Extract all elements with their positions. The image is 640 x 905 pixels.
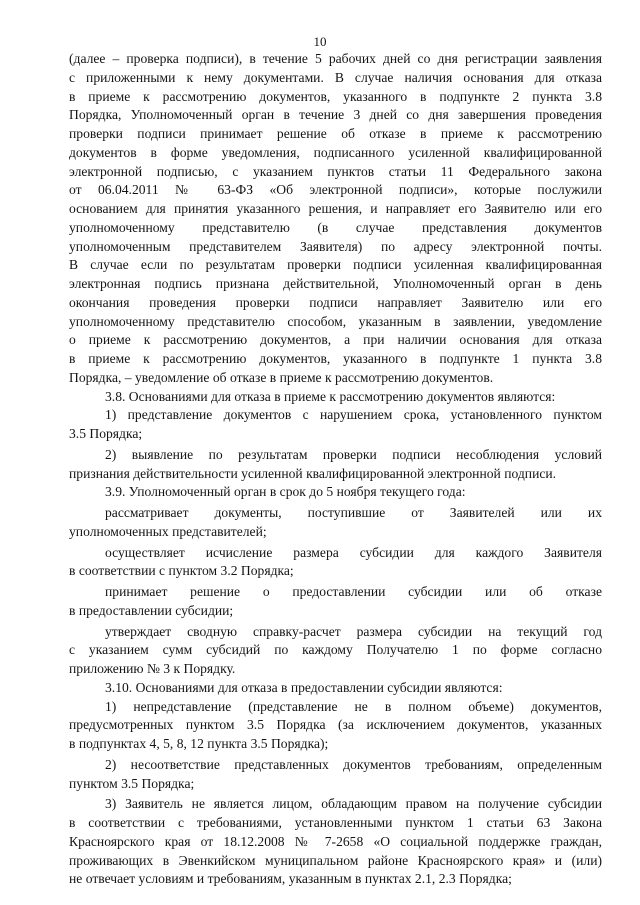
text-line: в приеме к рассмотрению документов, указанного в подпункте 1 пункта 3.8	[69, 351, 602, 366]
page-number: 10	[313, 34, 327, 49]
text-line: 2) выявление по результатам проверки подписи несоблюдения условий	[105, 446, 602, 462]
text-line: проверки подписи принимает решение об отказе в приеме к рассмотрению	[69, 126, 602, 141]
text-line: 2) несоответствие представленных документов требованиям, определенным	[105, 756, 602, 772]
text-line: Порядка, Уполномоченный орган в течение 3 дней со дня завершения проведения	[69, 107, 602, 123]
text-line: (далее – проверка подписи), в течение 5 рабочих дней со дня регистрации заявления	[69, 51, 602, 66]
text-line: уполномоченных представителей;	[69, 523, 267, 539]
text-line: осуществляет исчисление размера субсидии для каждого Заявителя	[105, 544, 602, 560]
text-line: признания действительности усиленной квалифицированной электронной подписи.	[69, 465, 557, 481]
text-line: с указанием сумм субсидий по каждому Получателю 1 по форме согласно	[69, 642, 602, 658]
text-line: окончания проведения проверки подписи направляет Заявителю или его	[69, 294, 602, 310]
text-line: в подпунктах 4, 5, 8, 12 пункта 3.5 Порядка);	[69, 736, 329, 751]
text-line: в предоставлении субсидии;	[69, 602, 234, 618]
text-line: предусмотренных пунктом 3.5 Порядка (за исключением документов, указанных	[69, 717, 602, 733]
text-line: В случае если по результатам проверки подписи усиленная квалифицированная	[69, 257, 602, 273]
text-line: утверждает сводную справку-расчет размера субсидии на текущий год	[105, 623, 602, 639]
text-line: электронная подпись признана действительной, Уполномоченный орган в день	[69, 276, 602, 291]
text-line: 3) Заявитель не является лицом, обладающим правом на получение субсидии	[105, 796, 602, 812]
text-line: с приложенными к нему документами. В случае наличия основания для отказа	[69, 69, 602, 85]
text-line: рассматривает документы, поступившие от Заявителей или их	[105, 505, 602, 520]
text-line: уполномоченному представителю способом, указанным в заявлении, уведомление	[69, 313, 602, 329]
text-line: Порядка, – уведомление об отказе в приеме к рассмотрению документов.	[69, 369, 494, 385]
text-line: 1) непредставление (представление не в полном объеме) документов,	[105, 698, 602, 714]
text-line: документов в форме уведомления, подписанного усиленной квалифицированной	[69, 144, 602, 160]
text-line: уполномоченному представителю (в случае представления документов	[69, 219, 602, 235]
text-line: от 06.04.2011 № 63-ФЗ «Об электронной подписи», которые послужили	[69, 182, 602, 198]
text-line: в соответствии с пунктом 3.2 Порядка;	[69, 563, 294, 579]
text-line: уполномоченным представителем Заявителя) по адресу электронной почты.	[69, 238, 602, 254]
section-heading: 3.10. Основаниями для отказа в предоставлении субсидии являются:	[105, 679, 503, 695]
text-line: принимает решение о предоставлении субсидии или об отказе	[105, 584, 602, 599]
text-line: 3.5 Порядка;	[69, 426, 143, 441]
text-line: не отвечает условиям и требованиям, указанным в пунктах 2.1, 2.3 Порядка;	[69, 871, 512, 887]
text-line: Красноярского края от 18.12.2008 № 7-2658 «О социальной поддержке граждан,	[69, 833, 602, 849]
text-line: электронной подписью, с указанием пунктов статьи 11 Федерального закона	[69, 163, 602, 179]
section-heading: 3.8. Основаниями для отказа в приеме к рассмотрению документов являются:	[105, 388, 556, 404]
text-line: в приеме к рассмотрению документов, указанного в подпункте 2 пункта 3.8	[69, 88, 602, 104]
text-line: проживающих в Эвенкийском муниципальном районе Красноярского края» и (или)	[69, 852, 602, 868]
section-heading: 3.9. Уполномоченный орган в срок до 5 ноября текущего года:	[105, 484, 466, 500]
text-line: в соответствии с требованиями, установленными пунктом 1 статьи 63 Закона	[69, 815, 602, 830]
document-body	[69, 50, 602, 889]
text-line: о приеме к рассмотрению документов, а при наличии основания для отказа	[69, 332, 602, 348]
text-line: 1) представление документов с нарушением срока, установленного пунктом	[105, 407, 602, 423]
text-line: основанием для принятия указанного решения, и направляет его Заявителю или его	[69, 201, 602, 216]
text-line: приложению № 3 к Порядку.	[69, 661, 236, 676]
text-line: пунктом 3.5 Порядка;	[69, 775, 195, 791]
